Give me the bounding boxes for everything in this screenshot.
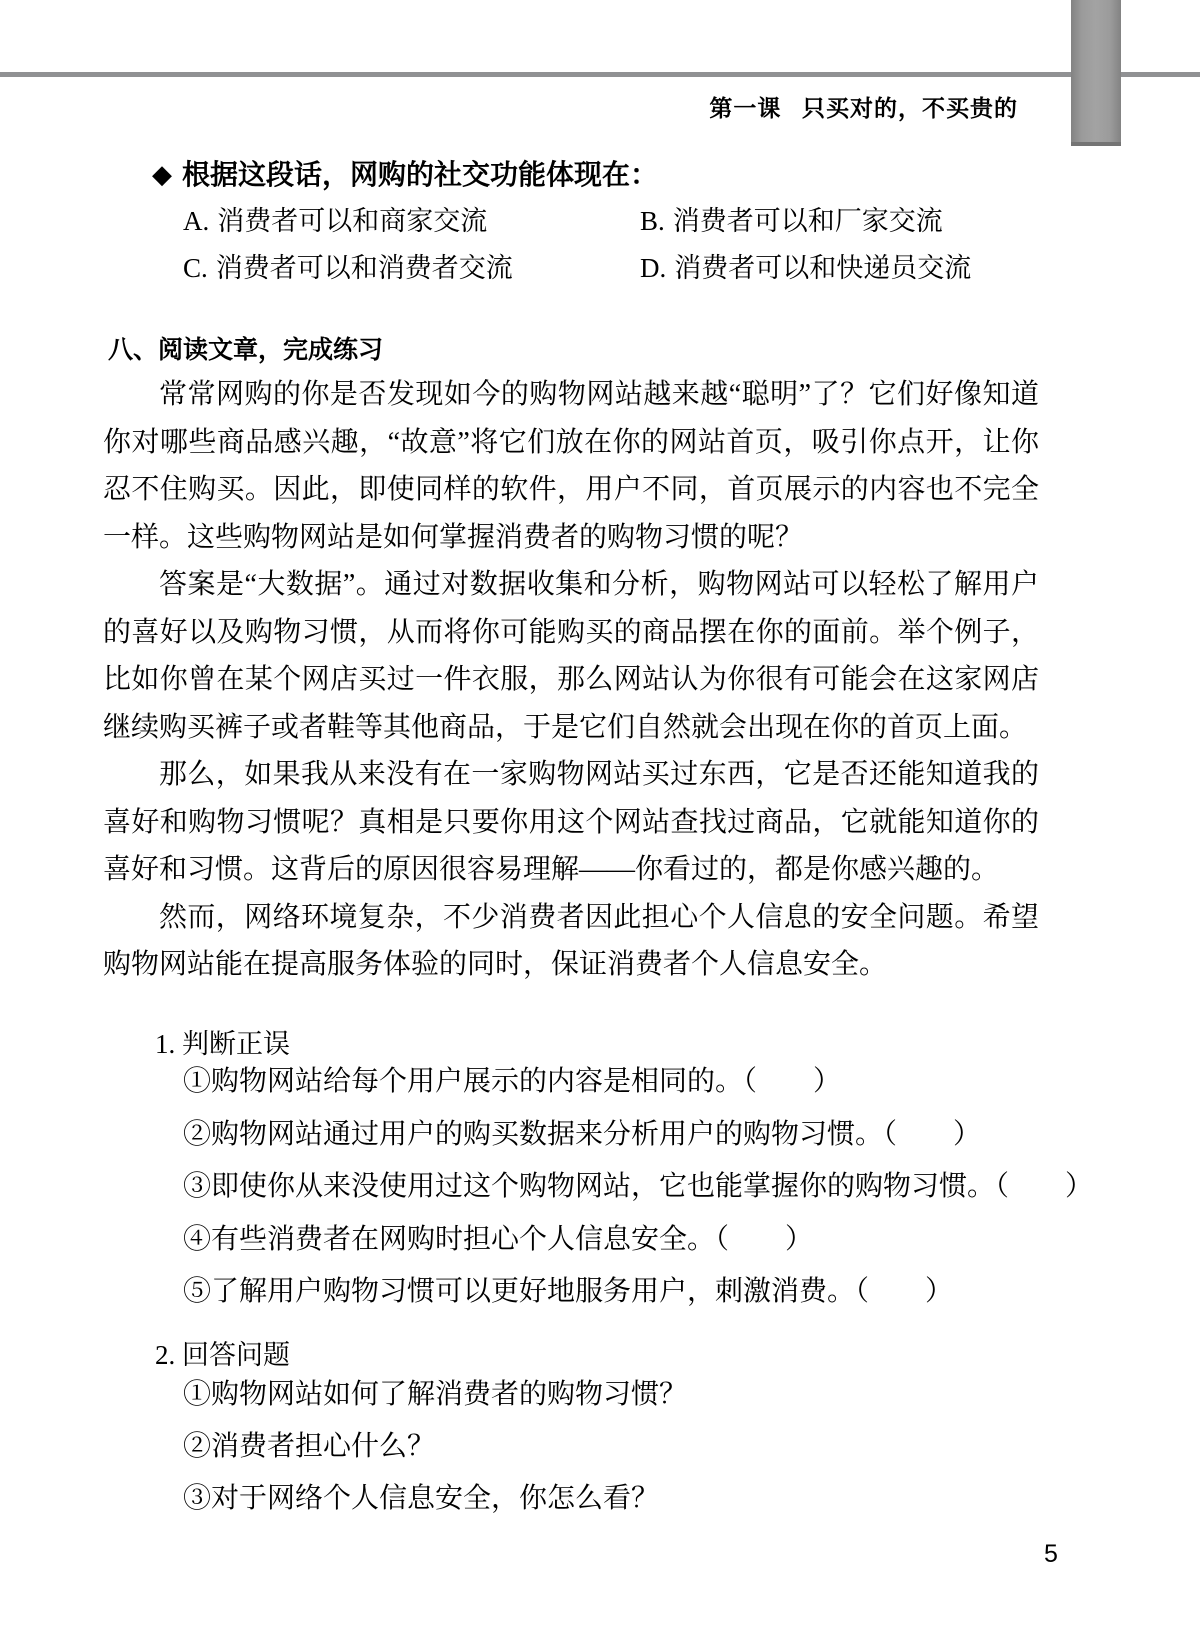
option-b-label: B. [640,206,665,236]
exercise2-title: 2. 回答问题 [155,1340,290,1370]
exercise2-items [183,1369,1063,1525]
true-false-item-4: ④有些消费者在网购时担心个人信息安全。（ ） [183,1223,814,1255]
answer-question-item-3: ③对于网络个人信息安全，你怎么看？ [183,1483,660,1514]
section-heading: 八、阅读文章，完成练习 [108,336,384,364]
true-false-item-2: ②购物网站通过用户的购买数据来分析用户的购物习惯。（ ） [183,1118,982,1150]
answer-question-item-2: ②消费者担心什么？ [183,1431,436,1462]
option-a-label: A. [183,206,210,236]
option-c [183,252,640,284]
header-divider-rule [0,72,1200,77]
question-prompt [152,153,658,193]
option-c-text: 消费者可以和消费者交流 [215,253,513,283]
option-d [640,252,1043,284]
options-grid [183,205,1043,284]
exercise1-items [183,1056,1094,1319]
exercise1-title: 1. 判断正误 [155,1029,290,1059]
option-b [640,205,1043,237]
option-b-text: 消费者可以和厂家交流 [672,206,943,236]
true-false-item-5: ⑤了解用户购物习惯可以更好地服务用户，刺激消费。（ ） [183,1276,954,1307]
chapter-tab-bar [1071,0,1121,146]
lesson-title: 只买对的，不买贵的 [802,95,1018,121]
option-a [183,205,640,237]
option-d-label: D. [640,253,667,283]
true-false-item-1: ①购物网站给每个用户展示的内容是相同的。（ ） [183,1066,842,1097]
answer-question-item-1: ①购物网站如何了解消费者的购物习惯？ [183,1379,688,1410]
option-d-text: 消费者可以和快递员交流 [674,253,972,283]
running-head [709,90,1018,123]
option-a-text: 消费者可以和商家交流 [217,206,488,236]
passage-paragraph-3: 那么，如果我从来没有在一家购物网站买过东西，它是否还能知道我的喜好和购物习惯呢？真相是只要你用这个网站查找过商品，它就能知道你的喜好和习惯。这背后的原因很容易理解——你看过的，都是你感兴趣的。 [103,759,1039,885]
diamond-bullet-icon: ◆ [152,159,172,189]
question-prompt-text: 根据这段话，网购的社交功能体现在： [182,159,659,190]
true-false-item-3: ③即使你从来没使用过这个购物网站，它也能掌握你的购物习惯。（ ） [183,1171,1094,1202]
page-number: 5 [1044,1540,1058,1568]
option-c-label: C. [183,253,208,283]
passage-paragraph-4: 然而，网络环境复杂，不少消费者因此担心个人信息的安全问题。希望购物网站能在提高服务体验的同时，保证消费者个人信息安全。 [103,901,1039,980]
lesson-number: 第一课 [709,95,782,121]
reading-passage [103,371,1039,989]
passage-paragraph-1: 常常网购的你是否发现如今的购物网站越来越“聪明”了？它们好像知道你对哪些商品感兴趣，“故意”将它们放在你的网站首页，吸引你点开，让你忍不住购买。因此，即使同样的软件，用户不同，首页展示的内容也不完全一样。这些购物网站是如何掌握消费者的购物习惯的呢？ [103,379,1039,553]
passage-paragraph-2: 答案是“大数据”。通过对数据收集和分析，购物网站可以轻松了解用户的喜好以及购物习惯，从而将你可能购买的商品摆在你的面前。举个例子，比如你曾在某个网店买过一件衣服，那么网站认为你很有可能会在这家网店继续购买裤子或者鞋等其他商品，于是它们自然就会出现在你的首页上面。 [103,569,1039,743]
